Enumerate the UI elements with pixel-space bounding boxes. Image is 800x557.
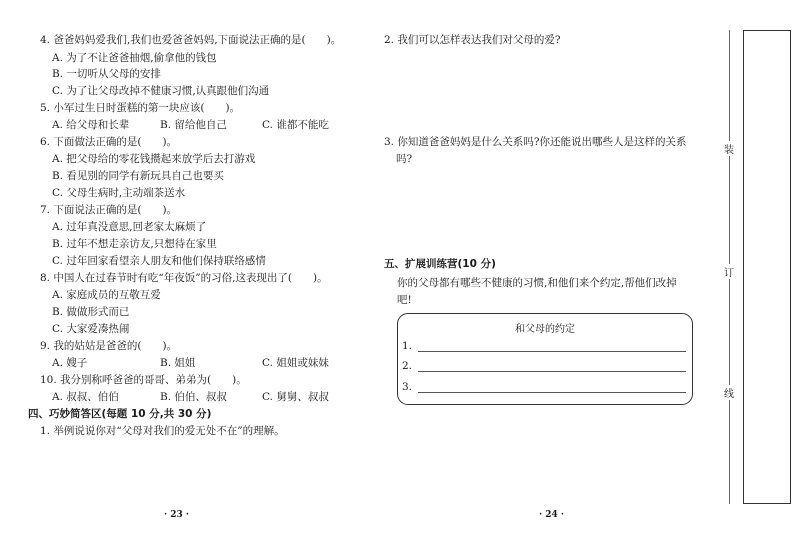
binding-char-ding: 订 (722, 264, 736, 279)
agreement-item-2-label: 2. (402, 360, 413, 372)
section-5-text-line2: 吧! (397, 294, 412, 306)
question-8-stem: 8. 中国人在过春节时有吃“年夜饭”的习俗,这表现出了( )。 (40, 272, 328, 284)
agreement-box-title: 和父母的约定 (515, 324, 575, 335)
agreement-item-3-line[interactable] (418, 392, 686, 393)
question-6-option-b: B. 看见别的同学有新玩具自己也要买 (52, 170, 224, 182)
question-8-option-a: A. 家庭成员的互敬互爱 (52, 289, 161, 301)
question-7-stem: 7. 下面说法正确的是( )。 (40, 204, 178, 216)
question-4-stem: 4. 爸爸妈妈爱我们,我们也爱爸爸妈妈,下面说法正确的是( )。 (40, 34, 342, 46)
binding-char-xian: 线 (722, 385, 736, 400)
question-5-stem: 5. 小军过生日时蛋糕的第一块应该( )。 (40, 102, 241, 114)
question-6-stem: 6. 下面做法正确的是( )。 (40, 136, 178, 148)
question-9-option-c: C. 姐姐或妹妹 (262, 357, 329, 369)
question-4-option-a: A. 为了不让爸爸抽烟,偷拿他的钱包 (52, 52, 217, 64)
question-6-option-a: A. 把父母给的零花钱攒起来放学后去打游戏 (52, 153, 256, 165)
question-10-option-c: C. 舅舅、叔叔 (262, 391, 329, 403)
page-number-left: · 23 · (164, 510, 190, 520)
agreement-item-1-line[interactable] (418, 351, 686, 352)
binding-char-zhuang: 装 (722, 141, 736, 156)
question-5-option-c: C. 谁都不能吃 (262, 119, 329, 131)
question-8-option-c: C. 大家爱凑热闹 (52, 323, 130, 335)
question-10-option-b: B. 伯伯、叔叔 (160, 391, 227, 403)
question-5-option-a: A. 给父母和长辈 (52, 119, 130, 131)
question-9-stem: 9. 我的姑姑是爸爸的( )。 (40, 340, 178, 352)
agreement-item-1-label: 1. (402, 340, 413, 352)
section-5-text-line1: 你的父母都有哪些不健康的习惯,和他们来个约定,帮他们改掉 (397, 277, 677, 289)
question-9-option-a: A. 嫂子 (52, 357, 88, 369)
question-10-stem: 10. 我分别称呼爸爸的哥哥、弟弟为( )。 (40, 374, 247, 386)
short-answer-2: 2. 我们可以怎样表达我们对父母的爱? (384, 34, 561, 46)
question-4-option-b: B. 一切听从父母的安排 (52, 68, 161, 80)
binding-margin-box (743, 30, 791, 504)
question-9-option-b: B. 姐姐 (160, 357, 196, 369)
question-4-option-c: C. 为了让父母改掉不健康习惯,认真跟他们沟通 (52, 85, 270, 97)
question-7-option-c: C. 过年回家看望亲人朋友和他们保持联络感情 (52, 255, 266, 267)
agreement-item-2-line[interactable] (418, 371, 686, 372)
short-answer-3-line1: 3. 你知道爸爸妈妈是什么关系吗?你还能说出哪些人是这样的关系 (384, 136, 687, 148)
short-answer-3-line2: 吗? (396, 153, 413, 165)
question-5-option-b: B. 留给他自己 (160, 119, 227, 131)
question-7-option-a: A. 过年真没意思,回老家太麻烦了 (52, 221, 207, 233)
question-10-option-a: A. 叔叔、伯伯 (52, 391, 119, 403)
section-4-heading: 四、巧妙简答区(每题 10 分,共 30 分) (28, 408, 212, 420)
question-7-option-b: B. 过年不想走亲访友,只想待在家里 (52, 238, 217, 250)
question-6-option-c: C. 父母生病时,主动端茶送水 (52, 187, 186, 199)
section-5-heading: 五、扩展训练营(10 分) (384, 258, 496, 270)
page-number-right: · 24 · (539, 510, 565, 520)
agreement-item-3-label: 3. (402, 381, 413, 393)
short-answer-1: 1. 举例说说你对“父母对我们的爱无处不在”的理解。 (40, 425, 285, 437)
question-8-option-b: B. 做做形式而已 (52, 306, 130, 318)
